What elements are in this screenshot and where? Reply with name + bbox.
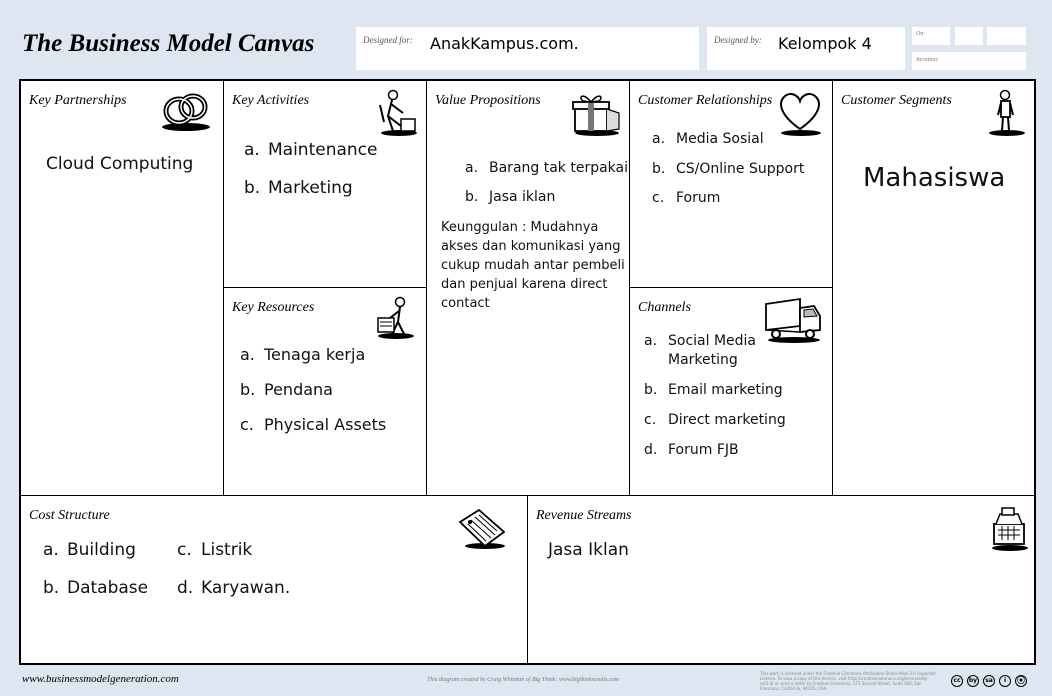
list-item: a. Tenaga kerja: [240, 345, 366, 364]
list-item: a. Maintenance: [244, 140, 378, 160]
key-partnerships-block[interactable]: [21, 81, 224, 496]
designed-for-label: Designed for:: [363, 35, 413, 45]
channels-title: Channels: [638, 300, 691, 315]
cash-register-icon: [988, 506, 1030, 552]
designed-for-box[interactable]: [356, 27, 699, 70]
cc-icon: cc: [951, 675, 963, 687]
key-activities-list: [244, 140, 377, 216]
key-resources-list: [240, 345, 386, 450]
revenue-streams-item: Jasa Iklan: [548, 540, 629, 560]
revenue-streams-block[interactable]: [528, 496, 1036, 665]
channels-list: [644, 332, 786, 471]
iteration-label: Iteration:: [916, 57, 939, 63]
key-activities-title: Key Activities: [232, 93, 310, 108]
list-item: b. Email marketing: [644, 382, 783, 398]
iteration-box[interactable]: [912, 52, 1026, 70]
list-item: a. Barang tak terpakai: [465, 160, 629, 176]
footer-license: This work is licensed under the Creative Commons Attribution-Share Alike 3.0 Unported License. To view a copy of this license, visit http://creativecommons.org/licenses/by-sa/3.0/ or send a letter to Creative Commons, 171 Second Street, Suite 300, San Francisco, California, 94105, USA.: [760, 671, 936, 691]
customer-segments-block[interactable]: [833, 81, 1036, 496]
on-day-box[interactable]: [912, 27, 950, 45]
key-activities-block[interactable]: [224, 81, 427, 288]
business-model-canvas: [19, 79, 1036, 665]
designed-by-value[interactable]: Kelompok 4: [778, 34, 872, 53]
on-year-box[interactable]: [987, 27, 1026, 45]
value-propositions-list: [465, 160, 628, 218]
list-item: d. Karyawan.: [177, 578, 291, 598]
list-item: b. CS/Online Support: [652, 160, 805, 177]
cost-structure-list-2: [177, 540, 290, 616]
customer-relationships-title: Customer Relationships: [638, 93, 773, 108]
heart-icon: [775, 89, 825, 137]
list-item: b. Marketing: [244, 178, 353, 198]
value-propositions-block[interactable]: [427, 81, 630, 496]
footer-credit: This diagram created by Craig Whitman of Big Think: www.bigthinkresults.com: [427, 677, 619, 683]
cc-sa-icon: sa: [983, 675, 995, 687]
key-resources-title: Key Resources: [232, 300, 315, 315]
list-item: c. Listrik: [177, 540, 253, 560]
customer-segments-item: Mahasiswa: [863, 163, 1006, 193]
cost-structure-block[interactable]: [21, 496, 528, 665]
footer-website-link[interactable]: www.businessmodelgeneration.com: [22, 673, 179, 685]
customer-relationships-block[interactable]: [630, 81, 833, 288]
cc-attribution-icon: ⦿: [1017, 676, 1025, 685]
worker-activities-icon: [374, 89, 420, 137]
list-item: a. Media Sosial: [652, 131, 764, 147]
cost-structure-list-1: [43, 540, 148, 616]
key-resources-block[interactable]: [224, 288, 427, 496]
list-item: b. Pendana: [240, 380, 333, 399]
value-propositions-note: Keunggulan : Mudahnya akses dan komunikasi yang cukup mudah antar pembeli dan penjual karena direct contact: [441, 220, 625, 311]
person-icon: [983, 89, 1029, 137]
customer-relationships-list: [652, 131, 804, 220]
revenue-streams-title: Revenue Streams: [536, 508, 632, 523]
price-tag-icon: [457, 508, 507, 550]
list-item: c. Forum: [652, 190, 721, 206]
canvas-title: The Business Model Canvas: [22, 30, 315, 57]
list-item: c. Direct marketing: [644, 412, 786, 428]
cc-by-icon: by: [967, 675, 979, 687]
cost-structure-title: Cost Structure: [29, 508, 110, 523]
on-month-box[interactable]: [955, 27, 983, 45]
designed-for-value[interactable]: AnakKampus.com.: [430, 34, 579, 53]
list-item: c. Physical Assets: [240, 415, 387, 434]
list-item: b. Jasa iklan: [465, 189, 556, 205]
key-partnerships-title: Key Partnerships: [29, 93, 127, 108]
gift-icon: [569, 89, 623, 137]
chain-links-icon: [159, 89, 213, 133]
designed-by-label: Designed by:: [714, 35, 762, 45]
value-propositions-title: Value Propositions: [435, 93, 541, 108]
designed-by-box[interactable]: [707, 27, 905, 70]
customer-segments-title: Customer Segments: [841, 93, 952, 108]
cc-info-icon: i: [999, 675, 1011, 687]
key-partnerships-item: Cloud Computing: [46, 154, 194, 174]
list-item: a. Social Media Marketing: [644, 333, 757, 368]
on-label: On:: [916, 31, 926, 37]
list-item: a. Building: [43, 540, 136, 560]
channels-block[interactable]: [630, 288, 833, 496]
list-item: b. Database: [43, 578, 149, 598]
list-item: d. Forum FJB: [644, 442, 739, 458]
worker-resources-icon: [374, 296, 418, 340]
